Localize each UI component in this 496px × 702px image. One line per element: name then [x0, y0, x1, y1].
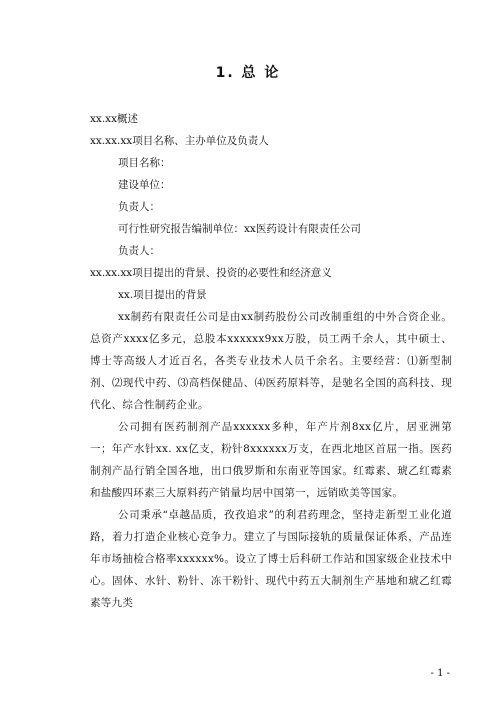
- paragraph-philosophy: 公司秉承“卓越品质，孜孜追求”的利君药理念，坚持走新型工业化道路，着力打造企业核心竞争力。建立了与国际接轨的质量保证体系，产品连年市场抽检合格率xxxxxx%。设立了博士后科研工作站和国家级企业技术中心。固体、水针、粉针、冻干粉针、现代中药五大制剂生产基地和琥乙红霉素等九类: [90, 509, 452, 609]
- project-name-label: 项目名称：: [118, 157, 171, 169]
- paragraph-products: 公司拥有医药制剂产品xxxxxx多种，年产片剂8xx亿片，居亚洲第一；年产水针xx. xx亿支，粉针8xxxxxx万支，在西北地区首屈一指。医药制剂产品行销全国各地，出口俄罗斯和东南亚等国家。红霉素、琥乙红霉素和盐酸四环素三大原料药产销量均居中国第一，远销欧美等国家。: [90, 421, 452, 499]
- compiler-responsible-person-label: 负责人：: [118, 245, 160, 257]
- page-number: - 1 -: [430, 668, 450, 679]
- paragraph-company-intro: xx制药有限责任公司是由xx制药股份公司改制重组的中外合资企业。总资产xxxx亿多元，总股本xxxxxx9xx万股，员工两千余人，其中硕士、博士等高级人才近百名，各类专业技术人员千余名。主要经营：⑴新型制剂、⑵现代中药、⑶高档保健品、⑷医药原料等，是驰名全国的高科技、现代化、综合性制药企业。: [90, 311, 452, 411]
- chapter-title: 1. 总 论: [215, 65, 281, 81]
- section-heading-overview: xx.xx概述: [90, 113, 139, 125]
- subsection-heading-background: xx.xx.xx项目提出的背景、投资的必要性和经济意义: [90, 267, 332, 279]
- subsection-heading-project-info: xx.xx.xx项目名称、主办单位及负责人: [90, 135, 269, 147]
- background-heading: xx.项目提出的背景: [118, 289, 207, 301]
- responsible-person-label: 负责人：: [118, 201, 160, 213]
- report-compiler-label: 可行性研究报告编制单位：xx医药设计有限责任公司: [118, 223, 361, 235]
- construction-unit-label: 建设单位：: [118, 179, 171, 191]
